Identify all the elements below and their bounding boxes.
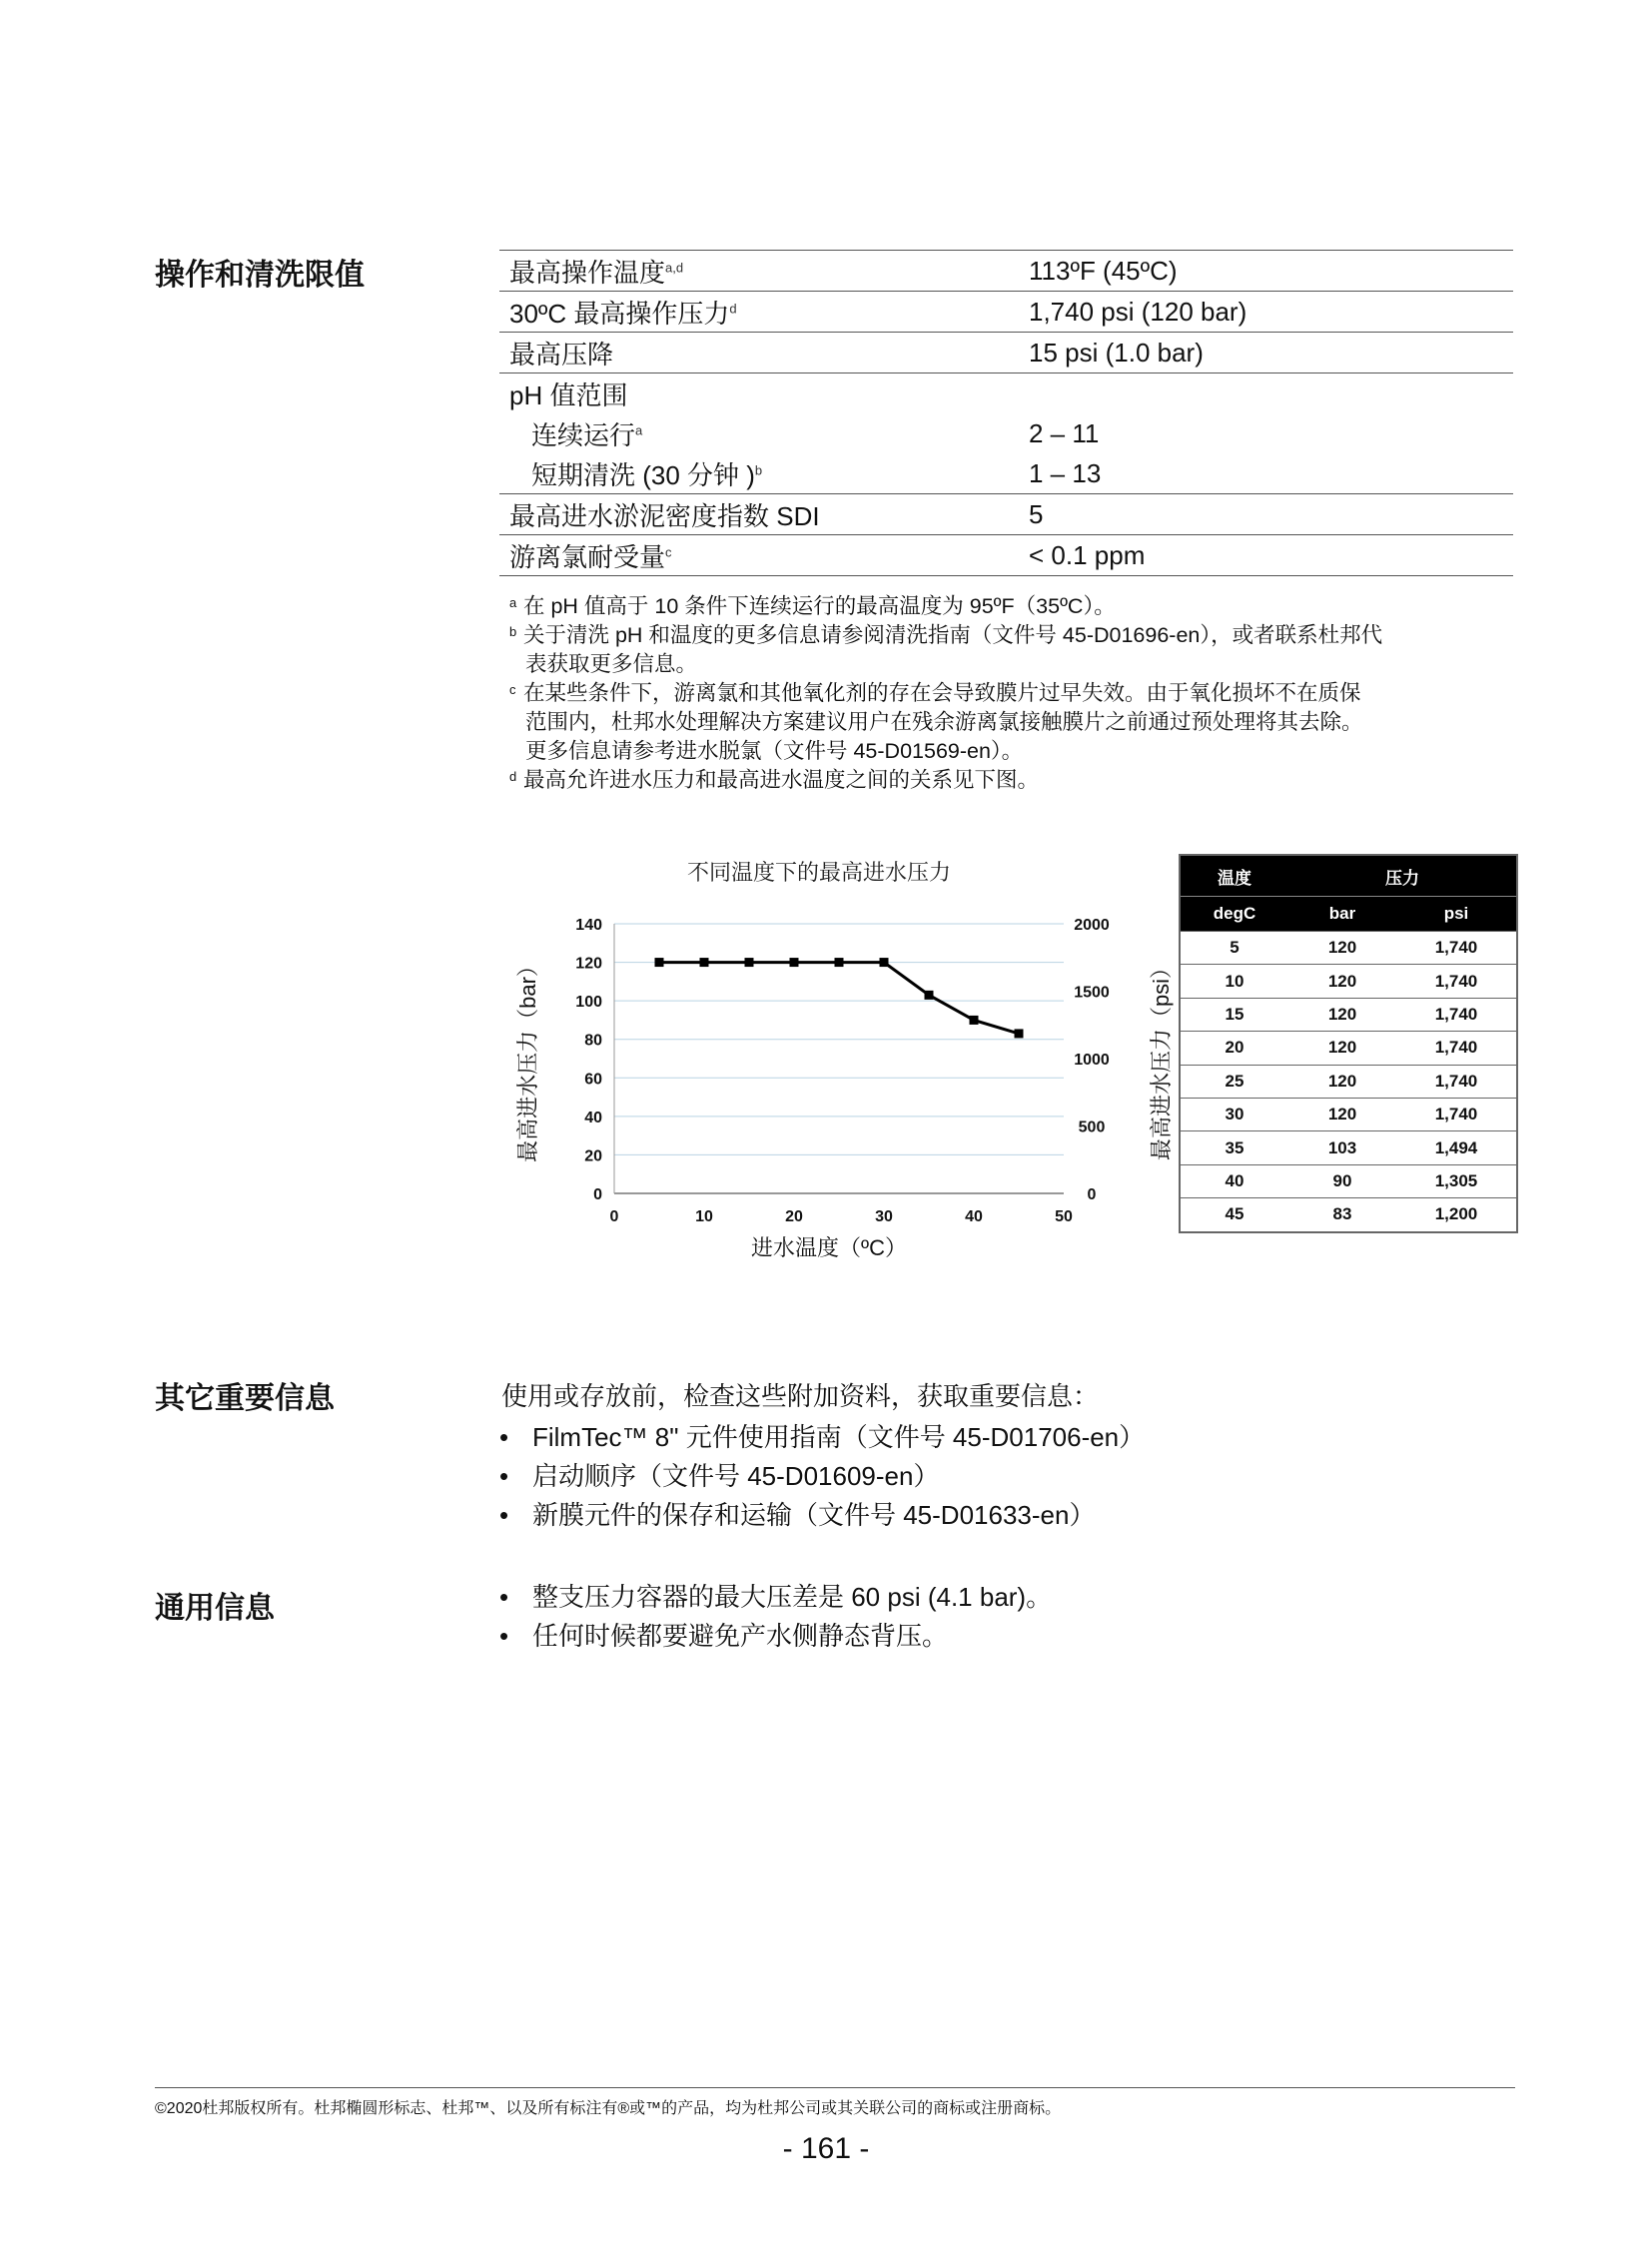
spec-row (499, 453, 1513, 494)
data-point (970, 1016, 979, 1025)
other-info-list (499, 1418, 1145, 1535)
spec-label: pH 值范围 (509, 379, 628, 410)
footnote-c: c 在某些条件下，游离氯和其他氧化剂的存在会导致膜片过早失效。由于氧化损坏不在质保 范围内，杜邦水处理解决方案建议用户在残余游离氯接触膜片之前通过预处理将其去除。 更多信息请参考进水脱氯（文件号 45-D01569-en）。 (509, 681, 1363, 763)
list-item: • 整支压力容器的最大压差是 60 psi (4.1 bar)。 (499, 1582, 1053, 1612)
table-row: 30 120 1,740 (1181, 1098, 1516, 1130)
spec-value: 15 psi (1.0 bar) (1029, 337, 1204, 368)
unit-bar: bar (1328, 904, 1356, 923)
table-row: 10 120 1,740 (1181, 964, 1516, 997)
spec-label: 连续运行$^a$ (531, 419, 643, 450)
other-info-intro: 使用或存放前，检查这些附加资料，获取重要信息： (501, 1381, 1100, 1411)
y-tick-label: 80 (584, 1032, 602, 1050)
y-tick-label: 20 (584, 1147, 602, 1165)
pressure-temperature-chart (499, 844, 1179, 1273)
list-item: • 启动顺序（文件号 45-D01609-en） (499, 1461, 940, 1491)
x-tick-label: 0 (609, 1208, 619, 1225)
section-title-other-info: 其它重要信息 (155, 1381, 335, 1416)
spec-row (499, 374, 1513, 413)
list-item: • 任何时候都要避免产水侧静态背压。 (499, 1621, 949, 1651)
table-row: 25 120 1,740 (1181, 1065, 1516, 1098)
spec-value: < 0.1 ppm (1029, 539, 1146, 570)
spec-label: 游离氯耐受量$^c$ (509, 541, 672, 572)
spec-label: 最高操作温度$^{a,d}$ (509, 257, 684, 288)
table-header (1181, 856, 1516, 896)
footer-divider (155, 2087, 1515, 2088)
spec-row (499, 535, 1513, 576)
footnote-d: d 最高允许进水压力和最高进水温度之间的关系见下图。 (509, 768, 1040, 792)
data-point (925, 991, 934, 1000)
y-tick-label: 120 (575, 955, 602, 973)
y-tick-label: 60 (584, 1071, 602, 1089)
spec-value: 1,740 psi (120 bar) (1029, 296, 1247, 327)
table-row: 35 103 1,494 (1181, 1130, 1516, 1163)
spec-label: 短期清洗 (30 分钟 )$^b$ (531, 459, 763, 490)
y-tick-label: 0 (593, 1186, 602, 1203)
y2-tick-label: 2000 (1074, 917, 1110, 934)
y2-axis-label: 最高进水压力（psi） (1149, 956, 1174, 1161)
y-tick-label: 40 (584, 1109, 602, 1126)
data-point (790, 958, 799, 967)
spec-value: 113ºF (45ºC) (1029, 255, 1178, 286)
spec-value: 2 – 11 (1029, 417, 1100, 448)
table-row: 45 83 1,200 (1181, 1197, 1516, 1230)
y2-tick-label: 1500 (1074, 984, 1110, 1002)
x-tick-label: 20 (785, 1208, 803, 1225)
table-row: 15 120 1,740 (1181, 998, 1516, 1031)
data-point (745, 958, 754, 967)
page-number: - 161 - (782, 2132, 870, 2165)
footnote-a: a 在 pH 值高于 10 条件下连续运行的最高温度为 95ºF（35ºC）。 (509, 594, 1116, 618)
data-point (880, 958, 889, 967)
footer-copyright: ©2020杜邦版权所有。杜邦椭圆形标志、杜邦™、以及所有标注有®或™的产品，均为杜邦公司或其关联公司的商标或注册商标。 (155, 2100, 1062, 2117)
section-title-operating-limits: 操作和清洗限值 (155, 258, 365, 293)
footnote-b: b 关于清洗 pH 和温度的更多信息请参阅清洗指南（文件号 45-D01696-en），或者联系杜邦代 表获取更多信息。 (509, 623, 1383, 676)
footnotes (509, 592, 1518, 795)
spec-row (499, 292, 1513, 333)
table-row: 40 90 1,305 (1181, 1164, 1516, 1197)
x-tick-label: 40 (965, 1208, 983, 1225)
data-point (700, 958, 709, 967)
table-row: 5 120 1,740 (1181, 931, 1516, 964)
data-point (1015, 1029, 1024, 1038)
data-point (835, 958, 844, 967)
y-axis-label: 最高进水压力（bar） (515, 955, 540, 1162)
unit-degc: degC (1213, 904, 1256, 923)
spec-value: 5 (1029, 498, 1044, 529)
x-tick-label: 50 (1055, 1208, 1073, 1225)
spec-label: 30ºC 最高操作压力$^d$ (509, 298, 737, 329)
spec-label: 最高进水淤泥密度指数 SDI (509, 500, 820, 531)
chart-title: 不同温度下的最高进水压力 (686, 860, 952, 885)
spec-row (499, 494, 1513, 535)
y2-tick-label: 1000 (1074, 1052, 1110, 1069)
table-row: 20 120 1,740 (1181, 1031, 1516, 1064)
section-title-general-info: 通用信息 (155, 1591, 275, 1626)
x-axis-label: 进水温度（ºC） (751, 1235, 907, 1260)
data-point (655, 958, 664, 967)
series-line (659, 963, 1019, 1034)
spec-row (499, 333, 1513, 374)
y-tick-label: 140 (575, 917, 602, 934)
x-tick-label: 10 (695, 1208, 713, 1225)
operating-limits-table (499, 250, 1513, 576)
x-tick-label: 30 (875, 1208, 893, 1225)
y2-tick-label: 500 (1078, 1119, 1106, 1136)
header-pressure: 压力 (1385, 868, 1419, 888)
spec-value: 1 – 13 (1029, 457, 1102, 488)
y2-tick-label: 0 (1087, 1186, 1097, 1203)
unit-psi: psi (1443, 904, 1469, 923)
table-units-header (1181, 896, 1516, 931)
spec-row (499, 413, 1513, 453)
spec-label: 最高压降 (509, 339, 614, 370)
spec-row (499, 251, 1513, 292)
pressure-data-table (1179, 854, 1518, 1233)
header-temperature: 温度 (1218, 868, 1251, 888)
list-item: • FilmTec™ 8" 元件使用指南（文件号 45-D01706-en） (499, 1422, 1146, 1452)
list-item: • 新膜元件的保存和运输（文件号 45-D01633-en） (499, 1500, 1096, 1530)
y-tick-label: 100 (575, 994, 602, 1012)
general-info-list (499, 1578, 1052, 1656)
